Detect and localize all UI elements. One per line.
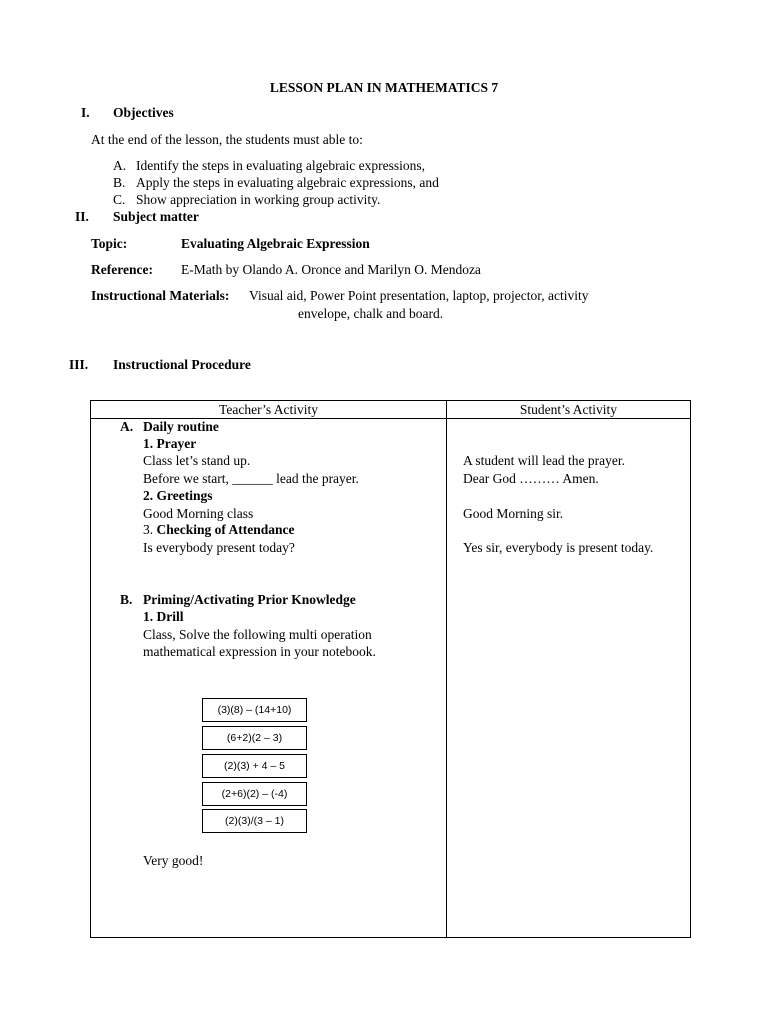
greetings-heading: 2. Greetings [143, 488, 213, 503]
materials-value-cont: envelope, chalk and board. [298, 306, 444, 321]
teacher-line: Class let’s stand up. [143, 453, 251, 468]
teacher-line: Class, Solve the following multi operation [143, 627, 372, 642]
list-marker: C. [113, 192, 126, 207]
list-marker: B. [113, 175, 126, 190]
topic-label: Topic: [91, 236, 128, 251]
reference-value: E-Math by Olando A. Oronce and Marilyn O. Mendoza [181, 262, 481, 277]
header-student-activity: Student’s Activity [519, 402, 618, 417]
teacher-line: mathematical expression in your notebook. [143, 644, 376, 659]
expression-box: (3)(8) – (14+10) [202, 698, 307, 722]
expression-box: (2)(3)/(3 – 1) [202, 809, 307, 833]
section-heading-objectives: Objectives [113, 105, 174, 120]
page-title: LESSON PLAN IN MATHEMATICS 7 [269, 80, 499, 95]
expression-box: (2+6)(2) – (-4) [202, 782, 307, 806]
attendance-heading [143, 521, 295, 538]
objective-item: Identify the steps in evaluating algebraic expressions, [136, 158, 426, 173]
student-line: A student will lead the prayer. [463, 453, 625, 468]
part-b-title: Priming/Activating Prior Knowledge [143, 592, 356, 607]
teacher-line: Good Morning class [143, 506, 254, 521]
list-marker: A. [113, 158, 127, 173]
prayer-heading: 1. Prayer [143, 436, 197, 451]
student-line: Dear God ……… Amen. [463, 471, 599, 486]
expression-box: (2)(3) + 4 – 5 [202, 754, 307, 778]
reference-label: Reference: [91, 262, 153, 277]
objective-item: Show appreciation in working group activity. [136, 192, 381, 207]
attendance-heading-text: Checking of Attendance [156, 522, 295, 537]
part-a-title: Daily routine [143, 419, 219, 434]
topic-value: Evaluating Algebraic Expression [181, 236, 370, 251]
student-line: Good Morning sir. [463, 506, 564, 521]
section-heading-subject-matter: Subject matter [113, 209, 199, 224]
objectives-intro: At the end of the lesson, the students must able to: [91, 132, 363, 147]
expression-box: (6+2)(2 – 3) [202, 726, 307, 750]
header-teacher-activity: Teacher’s Activity [219, 402, 318, 417]
materials-value: Visual aid, Power Point presentation, laptop, projector, activity [249, 288, 589, 303]
student-line: Yes sir, everybody is present today. [463, 540, 654, 555]
attendance-number: 3. [143, 522, 157, 537]
part-marker: B. [120, 592, 133, 607]
objective-item: Apply the steps in evaluating algebraic expressions, and [136, 175, 439, 190]
part-marker: A. [120, 419, 134, 434]
column-divider [446, 401, 447, 937]
materials-label: Instructional Materials: [91, 288, 230, 303]
teacher-line: Very good! [143, 853, 204, 868]
teacher-line: Is everybody present today? [143, 540, 295, 555]
drill-heading: 1. Drill [143, 609, 184, 624]
section-number: II. [75, 209, 89, 224]
section-number: I. [81, 105, 90, 120]
section-heading-procedure: Instructional Procedure [113, 357, 251, 372]
section-number: III. [69, 357, 89, 372]
teacher-line: Before we start, ______ lead the prayer. [143, 471, 359, 486]
